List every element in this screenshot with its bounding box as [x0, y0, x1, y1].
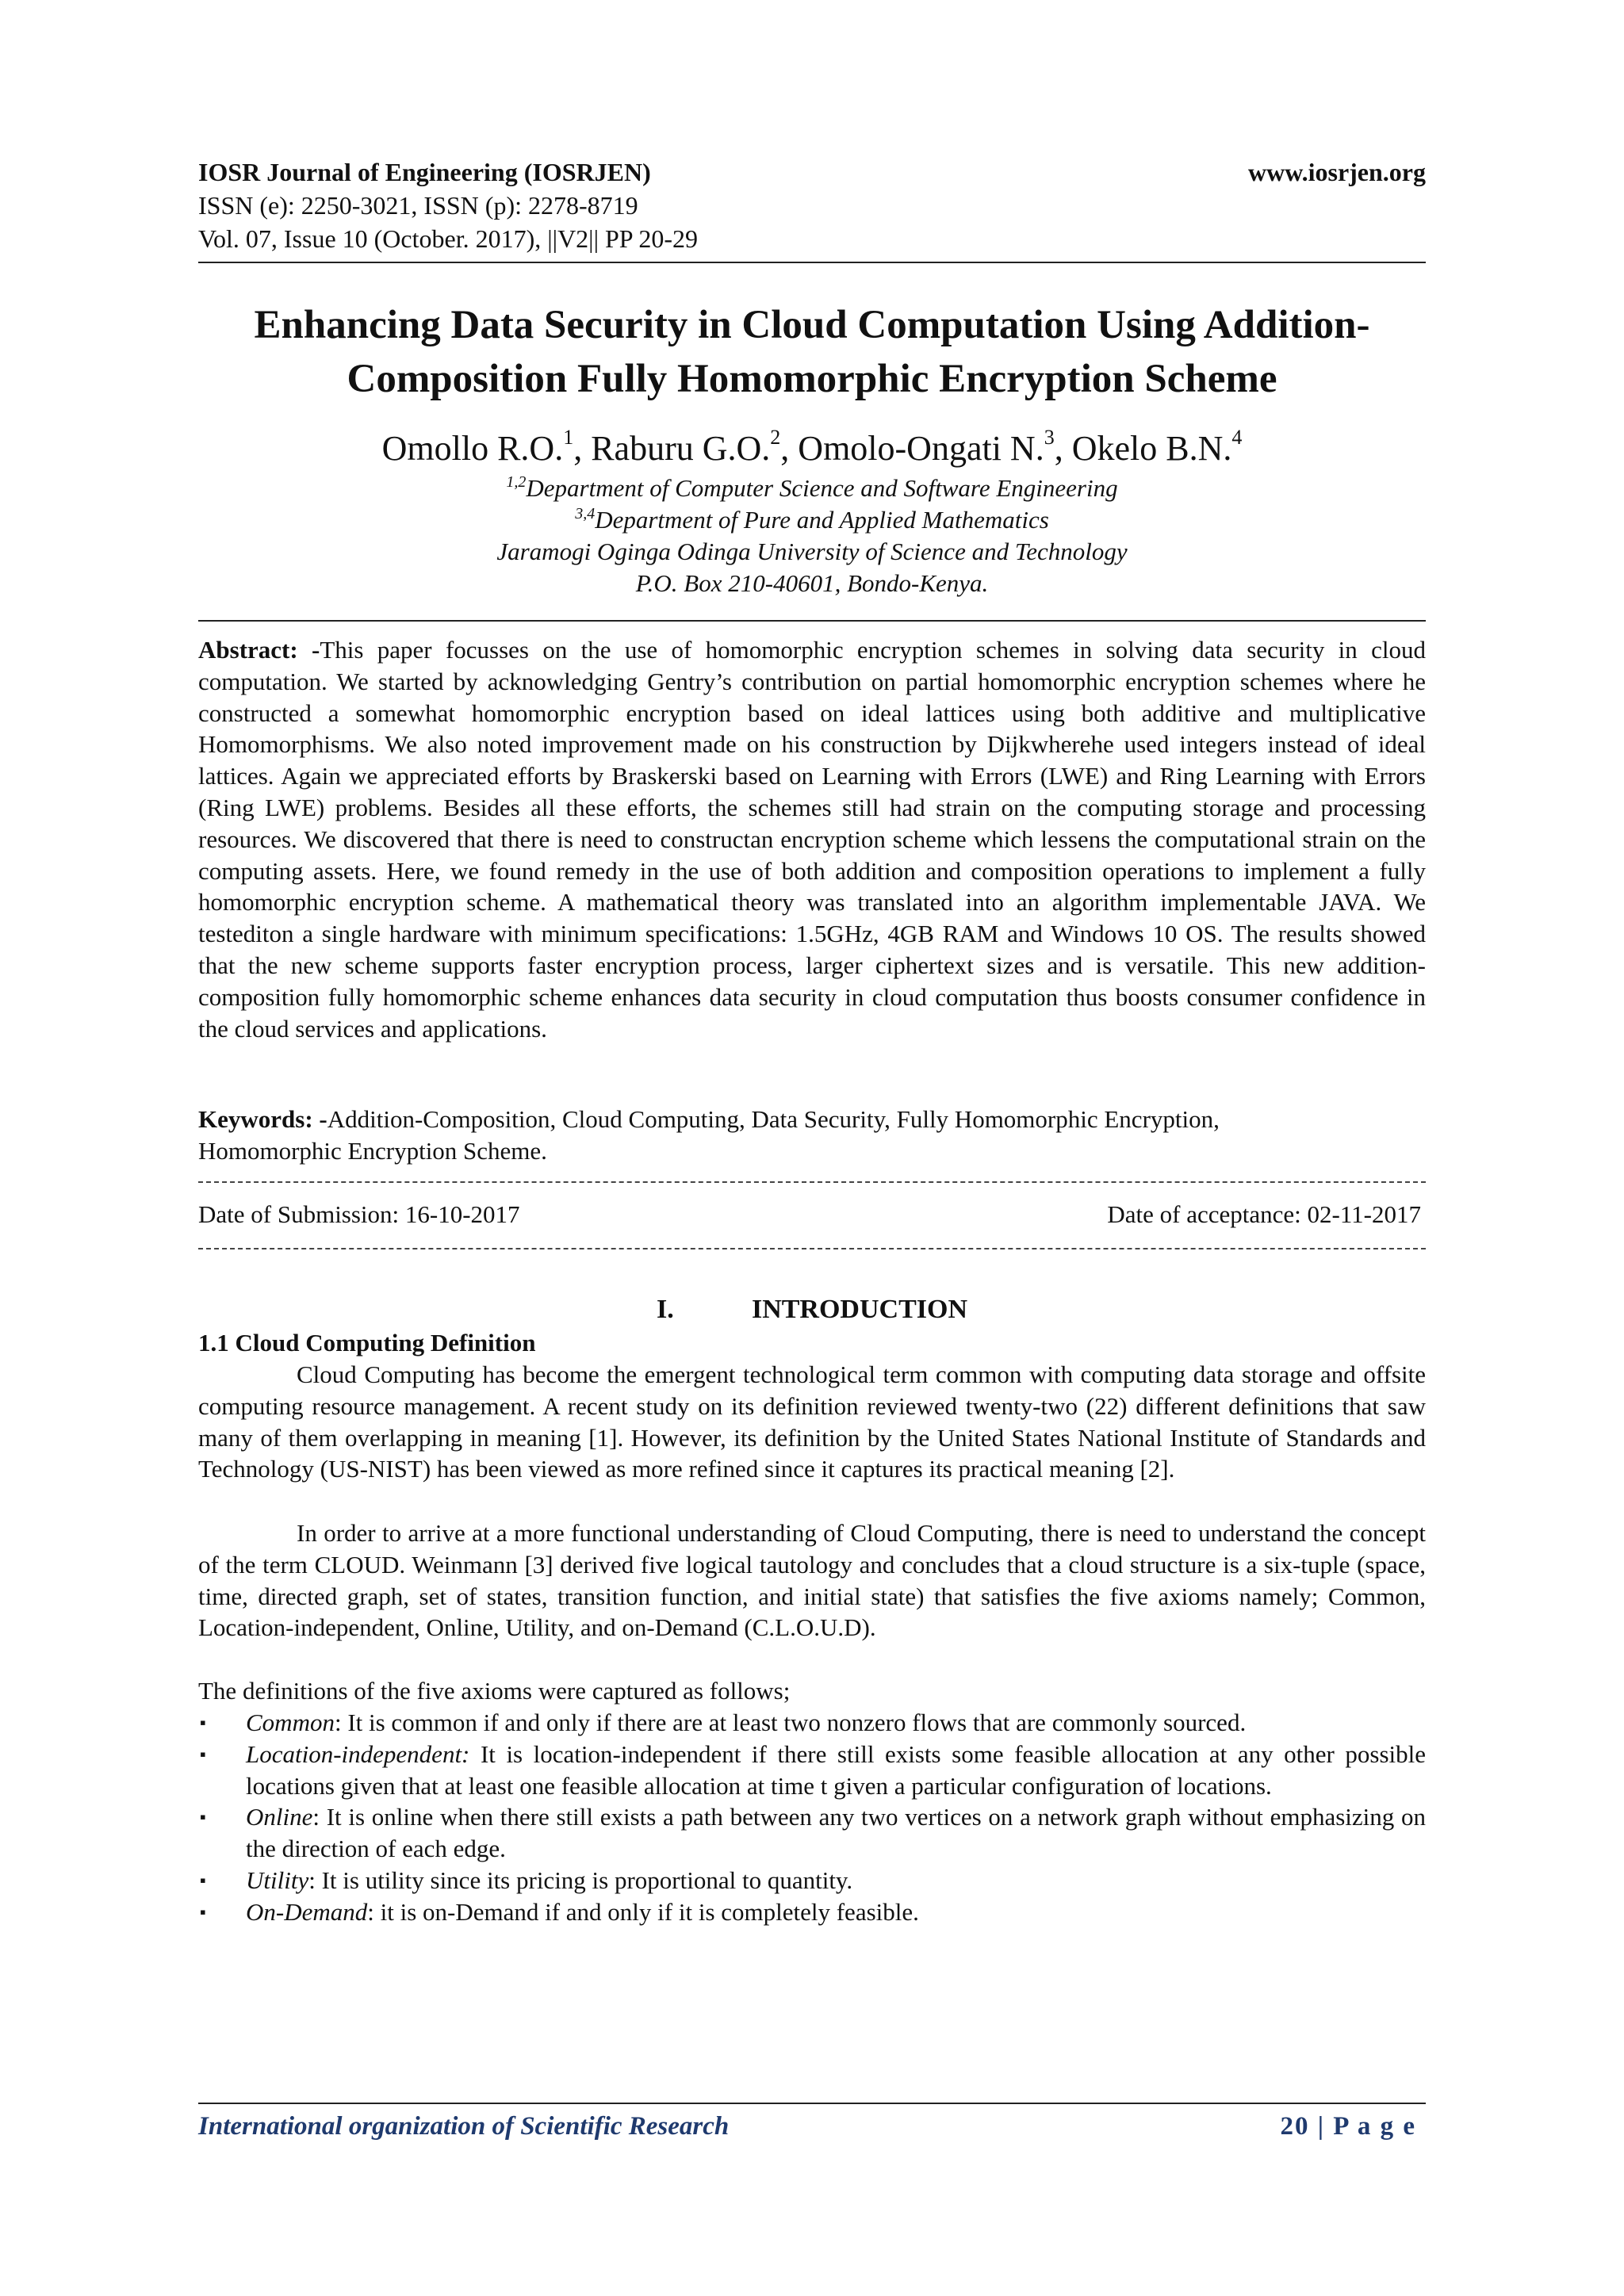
intro-paragraph-2: In order to arrive at a more functional understanding of Cloud Computing, there is need to understand the concept of the term CLOUD. Weinmann [3] derived five logical tautology and concludes that a cloud structure is a six-tuple (space, time, directed graph, set of states, transition function, and initial state) that satisfies the five axioms namely; Common, Location-independent, Online, Utility, and on-Demand (C.L.O.U.D).: [198, 1519, 1426, 1642]
submission-date: Date of Submission: 16-10-2017: [198, 1200, 520, 1228]
axiom-definition: : it is on-Demand if and only if it is completely feasible.: [367, 1897, 919, 1926]
axiom-definition: : It is online when there still exists a path between any two vertices on a network graph without emphasizing on the direction of each edge.: [246, 1803, 1426, 1863]
square-bullet-icon: ▪: [200, 1712, 206, 1732]
keywords-line-1: Addition-Composition, Cloud Computing, Data Security, Fully Homomorphic Encryption,: [327, 1105, 1220, 1133]
author-affiliation-mark: 1: [563, 426, 574, 449]
affiliation-mark: 3,4: [575, 505, 596, 522]
square-bullet-icon: ▪: [200, 1807, 206, 1827]
journal-website-link[interactable]: www.iosrjen.org: [1248, 158, 1426, 186]
axiom-list: [198, 1707, 1426, 1928]
paper-title-line-2: Composition Fully Homomorphic Encryption Scheme: [347, 357, 1277, 401]
axiom-definition: : It is utility since its pricing is proportional to quantity.: [308, 1866, 853, 1894]
section-number: I.: [656, 1295, 674, 1324]
affiliation-text: Department of Pure and Applied Mathematics: [595, 506, 1049, 534]
list-item: [198, 1707, 1426, 1739]
journal-issn: ISSN (e): 2250-3021, ISSN (p): 2278-8719: [198, 191, 638, 220]
axiom-term: Location-independent:: [246, 1739, 470, 1768]
footer-divider: [198, 2103, 1426, 2104]
affiliation-university: Jaramogi Oginga Odinga University of Science and Technology: [496, 538, 1128, 565]
affiliation-mark: 1,2: [506, 473, 527, 491]
section-title: INTRODUCTION: [751, 1295, 968, 1324]
list-item: [198, 1739, 1426, 1802]
journal-name: IOSR Journal of Engineering (IOSRJEN): [198, 158, 651, 186]
author-name: Omollo R.O.: [381, 429, 564, 468]
intro-paragraph-3: The definitions of the five axioms were captured as follows;: [198, 1677, 791, 1705]
section-heading-introduction: [198, 1292, 1426, 1327]
keywords-line-2: Homomorphic Encryption Scheme.: [198, 1137, 547, 1165]
axiom-term: Online: [246, 1803, 313, 1831]
axiom-term: Common: [246, 1709, 335, 1736]
abstract-label: Abstract: -: [198, 636, 320, 664]
acceptance-date: Date of acceptance: 02-11-2017: [1107, 1200, 1421, 1228]
square-bullet-icon: ▪: [200, 1743, 206, 1764]
affiliation-address: P.O. Box 210-40601, Bondo-Kenya.: [635, 569, 989, 597]
abstract: [198, 634, 1426, 1044]
axiom-term: On-Demand: [246, 1897, 368, 1926]
subsection-heading: 1.1 Cloud Computing Definition: [198, 1329, 536, 1357]
author-name: Omolo-Ongati N.: [798, 429, 1044, 468]
keywords-label: Keywords: -: [198, 1105, 327, 1133]
page-number: 20 | P a g e: [1280, 2112, 1416, 2141]
square-bullet-icon: ▪: [200, 1869, 206, 1890]
abstract-text: This paper focusses on the use of homomorphic encryption schemes in solving data security in cloud computation. We started by acknowledging Gentry’s contribution on partial homomorphic encryption schemes where he constructed a somewhat homomorphic encryption based on ideal lattices using both additive and multiplicative Homomorphisms. We also noted improvement made on his construction by Dijkwherehe used integers instead of ideal lattices. Again we appreciated efforts by Braskerski based on Learning with Errors (LWE) and Ring Learning with Errors (Ring LWE) problems. Besides all these efforts, the schemes still had strain on the computing storage and processing resources. We discovered that there is need to constructan encryption scheme which lessens the computational strain on the computing assets. Here, we found remedy in the use of both addition and composition operations to implement a fully homomorphic encryption scheme. A mathematical theory was translated into an algorithm implementable JAVA. We testediton a single hardware with minimum specifications: 1.5GHz, 4GB RAM and Windows 10 OS. The results showed that the new scheme supports faster encryption process, larger ciphertext sizes and is versatile. This new addition-composition fully homomorphic scheme enhances data security in cloud computation thus boosts consumer confidence in the cloud services and applications.: [198, 636, 1426, 1043]
author-list: [198, 425, 1426, 473]
author-separator: ,: [780, 429, 799, 468]
author-separator: ,: [1054, 429, 1072, 468]
author-affiliation-mark: 3: [1044, 426, 1055, 449]
list-item: [198, 1865, 1426, 1896]
square-bullet-icon: ▪: [200, 1901, 206, 1922]
paper-title-line-1: Enhancing Data Security in Cloud Computation Using Addition-: [254, 303, 1370, 347]
axiom-definition: : It is common if and only if there are at least two nonzero flows that are commonly sourced.: [334, 1709, 1247, 1736]
author-affiliation-mark: 2: [770, 426, 781, 449]
list-item: [198, 1896, 1426, 1928]
affiliation-text: Department of Computer Science and Software Engineering: [526, 474, 1118, 502]
intro-paragraph-1: Cloud Computing has become the emergent technological term common with computing data storage and offsite computing resource management. A recent study on its definition reviewed twenty-two (22) different definitions that saw many of them overlapping in meaning [1]. However, its definition by the United States National Institute of Standards and Technology (US-NIST) has been viewed as more refined since it captures its practical meaning [2].: [198, 1360, 1426, 1483]
axiom-definition: It is location-independent if there still exists some feasible allocation at any other possible locations given that at least one feasible allocation at time t given a particular configuration of locations.: [246, 1739, 1426, 1800]
dashed-divider: [198, 1181, 1426, 1183]
affiliation-cs: [198, 473, 1426, 504]
journal-header: [198, 155, 1426, 263]
author-name: Raburu G.O.: [591, 429, 771, 468]
axiom-term: Utility: [246, 1866, 309, 1894]
list-item: [198, 1801, 1426, 1865]
footer-organization: International organization of Scientific Research: [198, 2112, 730, 2141]
affiliation-math: [198, 504, 1426, 536]
author-separator: ,: [573, 429, 592, 468]
author-name: Okelo B.N.: [1071, 429, 1232, 468]
paper-title: [198, 298, 1426, 406]
dashed-divider: [198, 1248, 1426, 1249]
paper-page: [198, 0, 1426, 2296]
journal-volume: Vol. 07, Issue 10 (October. 2017), ||V2|| PP 20-29: [198, 224, 699, 253]
title-divider: [198, 620, 1426, 622]
keywords: [198, 1104, 1426, 1167]
author-affiliation-mark: 4: [1231, 426, 1243, 449]
